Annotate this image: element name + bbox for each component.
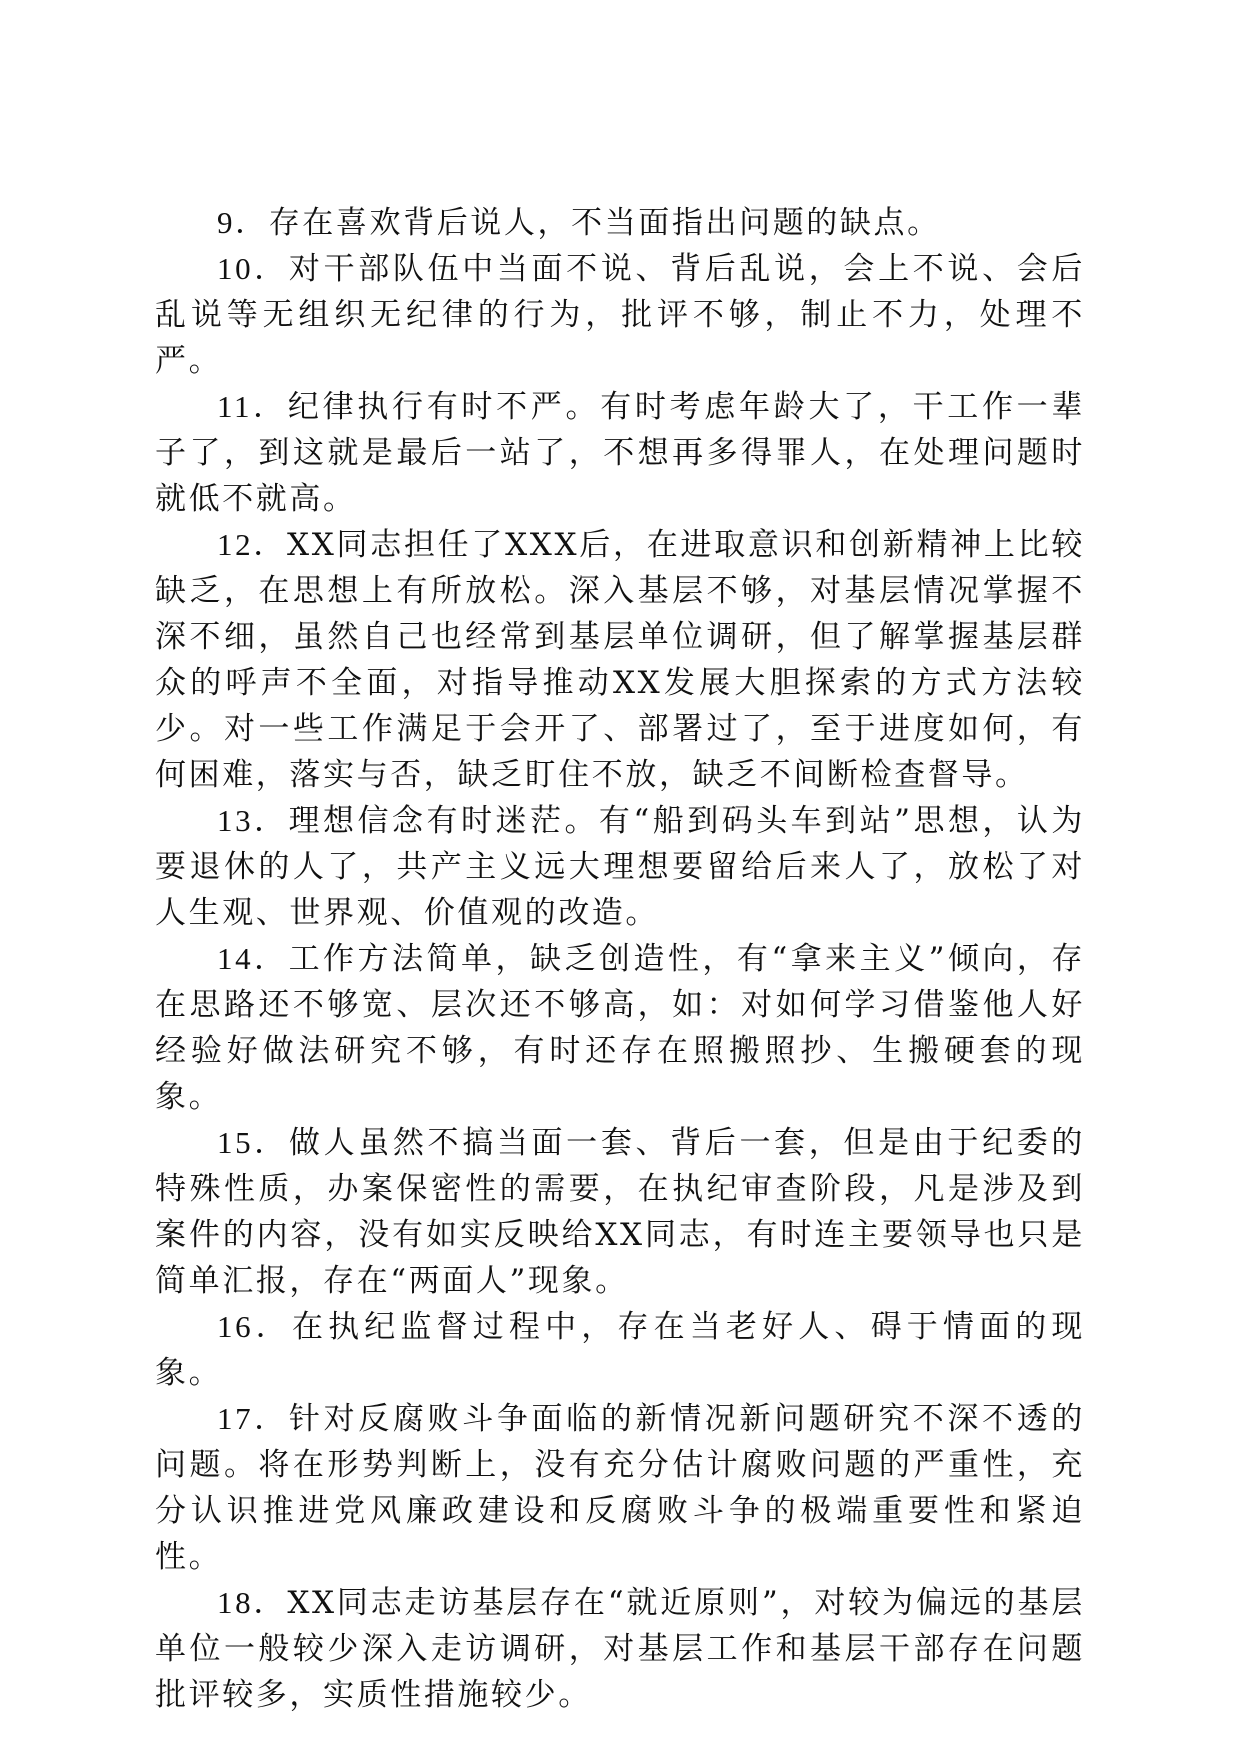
paragraph-text: 做人虽然不搞当面一套、背后一套，但是由于纪委的特殊性质，办案保密性的需要，在执纪审查阶段，凡是涉及到案件的内容，没有如实反映给XX同志，有时连主要领导也只是简单汇报，存在“两面人”现象。 xyxy=(155,1125,1085,1299)
paragraph-13 xyxy=(155,798,1085,936)
paragraph-text: 在执纪监督过程中，存在当老好人、碍于情面的现象。 xyxy=(155,1309,1085,1391)
paragraph-11 xyxy=(155,384,1085,522)
paragraph-text: XX同志走访基层存在“就近原则”，对较为偏远的基层单位一般较少深入走访调研，对基层工作和基层干部存在问题批评较多，实质性措施较少。 xyxy=(155,1585,1085,1713)
paragraph-text: 工作方法简单，缺乏创造性，有“拿来主义”倾向，存在思路还不够宽、层次还不够高，如：对如何学习借鉴他人好经验好做法研究不够，有时还存在照搬照抄、生搬硬套的现象。 xyxy=(155,941,1085,1115)
paragraph-9 xyxy=(155,200,1085,246)
paragraph-text: 存在喜欢背后说人，不当面指出问题的缺点。 xyxy=(268,205,941,241)
paragraph-text: 理想信念有时迷茫。有“船到码头车到站”思想，认为要退休的人了，共产主义远大理想要留给后来人了，放松了对人生观、世界观、价值观的改造。 xyxy=(155,803,1085,931)
paragraph-number: 12． xyxy=(217,527,288,562)
paragraph-text: 纪律执行有时不严。有时考虑年龄大了，干工作一辈子了，到这就是最后一站了，不想再多得罪人，在处理问题时就低不就高。 xyxy=(155,389,1085,517)
paragraph-number: 10． xyxy=(217,251,289,286)
paragraph-number: 14． xyxy=(217,941,289,976)
paragraph-number: 16． xyxy=(217,1309,292,1344)
paragraph-18 xyxy=(155,1580,1085,1718)
paragraph-17 xyxy=(155,1396,1085,1580)
paragraph-number: 9． xyxy=(217,205,269,240)
paragraph-12 xyxy=(155,522,1085,798)
document-body xyxy=(155,200,1085,1718)
paragraph-16 xyxy=(155,1304,1085,1396)
paragraph-number: 17． xyxy=(217,1401,289,1436)
paragraph-number: 13． xyxy=(217,803,289,838)
paragraph-text: XX同志担任了XXX后，在进取意识和创新精神上比较缺乏，在思想上有所放松。深入基层不够，对基层情况掌握不深不细，虽然自己也经常到基层单位调研，但了解掌握基层群众的呼声不全面，对指导推动XX发展大胆探索的方式方法较少。对一些工作满足于会开了、部署过了，至于进度如何，有何困难，落实与否，缺乏盯住不放，缺乏不间断检查督导。 xyxy=(155,527,1085,793)
paragraph-text: 针对反腐败斗争面临的新情况新问题研究不深不透的问题。将在形势判断上，没有充分估计腐败问题的严重性，充分认识推进党风廉政建设和反腐败斗争的极端重要性和紧迫性。 xyxy=(155,1401,1085,1575)
paragraph-number: 11． xyxy=(217,389,288,424)
paragraph-15 xyxy=(155,1120,1085,1304)
paragraph-number: 15． xyxy=(217,1125,289,1160)
paragraph-number: 18． xyxy=(217,1585,288,1620)
paragraph-text: 对干部队伍中当面不说、背后乱说，会上不说、会后乱说等无组织无纪律的行为，批评不够，制止不力，处理不严。 xyxy=(155,251,1085,379)
paragraph-10 xyxy=(155,246,1085,384)
paragraph-14 xyxy=(155,936,1085,1120)
